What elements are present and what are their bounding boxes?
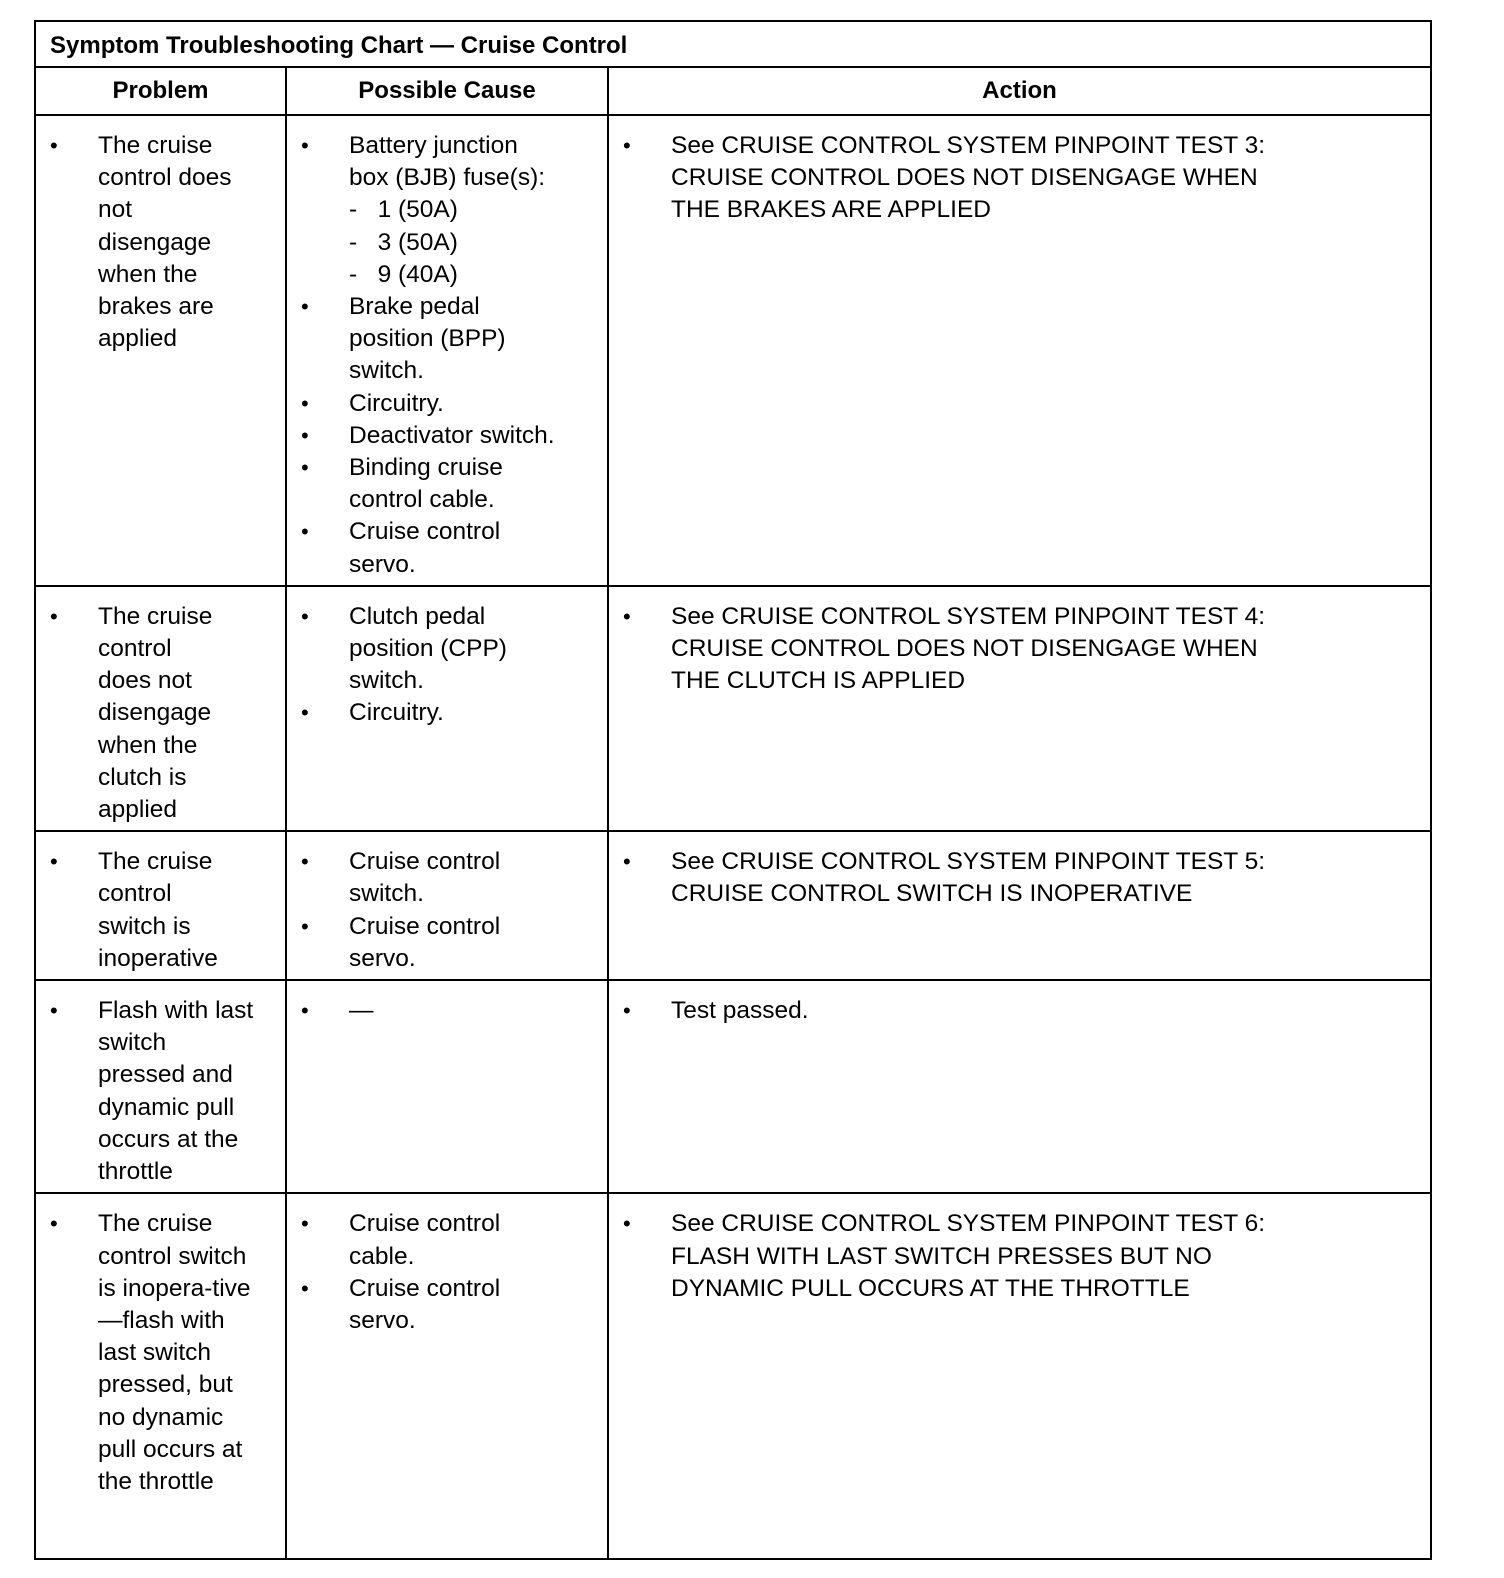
chart-title: Symptom Troubleshooting Chart — Cruise Control [35, 21, 1431, 67]
table-row [35, 115, 1431, 586]
cause-item: • Cruise control servo. [287, 911, 549, 975]
action-cell [608, 1193, 1431, 1559]
action-text: • Test passed. [609, 995, 1309, 1027]
header-possible-cause: Possible Cause [286, 67, 608, 115]
fuse-item: - 9 (40A) [349, 260, 458, 288]
cause-item: • Circuitry. [287, 697, 597, 729]
action-text: • See CRUISE CONTROL SYSTEM PINPOINT TEST 5: CRUISE CONTROL SWITCH IS INOPERATIVE [609, 846, 1309, 910]
cause-item: • Brake pedal position (BPP) switch. [287, 291, 539, 388]
action-cell [608, 115, 1431, 586]
action-cell [608, 980, 1431, 1193]
cause-cell [286, 831, 608, 980]
table-row [35, 831, 1431, 980]
problem-cell [35, 586, 286, 831]
action-cell [608, 831, 1431, 980]
action-cell [608, 586, 1431, 831]
problem-text: • Flash with last switch pressed and dynamic pull occurs at the throttle [36, 995, 256, 1188]
action-text: • See CRUISE CONTROL SYSTEM PINPOINT TEST 6: FLASH WITH LAST SWITCH PRESSES BUT NO DYNAMIC PULL OCCURS AT THE THROTTLE [609, 1208, 1309, 1305]
cause-item: • Binding cruise control cable. [287, 452, 549, 516]
problem-text: • The cruise control switch is inoperative [36, 846, 236, 975]
table-row [35, 586, 1431, 831]
problem-cell [35, 980, 286, 1193]
table-row [35, 1193, 1431, 1559]
cause-item: • Circuitry. [287, 388, 597, 420]
problem-cell [35, 1193, 286, 1559]
cause-item: • Clutch pedal position (CPP) switch. [287, 601, 539, 698]
action-text: • See CRUISE CONTROL SYSTEM PINPOINT TEST 3: CRUISE CONTROL DOES NOT DISENGAGE WHEN THE BRAKES ARE APPLIED [609, 130, 1309, 227]
problem-text: • The cruise control switch is inopera-tive—flash with last switch pressed, but no dynamic pull occurs at the throttle [36, 1208, 256, 1498]
cause-item: • Cruise control cable. [287, 1208, 549, 1272]
cause-cell [286, 980, 608, 1193]
cause-item: • Deactivator switch. [287, 420, 597, 452]
problem-text: • The cruise control does not disengage when the brakes are applied [36, 130, 236, 355]
header-problem: Problem [35, 67, 286, 115]
cause-item [287, 130, 559, 291]
header-action: Action [608, 67, 1431, 115]
troubleshooting-chart [34, 20, 1432, 1560]
problem-cell [35, 115, 286, 586]
cause-item: • Cruise control servo. [287, 1273, 549, 1337]
problem-cell [35, 831, 286, 980]
fuse-item: - 3 (50A) [349, 228, 458, 256]
fuse-item: - 1 (50A) [349, 196, 458, 224]
cause-cell [286, 115, 608, 586]
cause-cell [286, 586, 608, 831]
problem-text: • The cruise control does not disengage when the clutch is applied [36, 601, 226, 826]
table-row [35, 980, 1431, 1193]
cause-item: • — [287, 995, 597, 1027]
cause-item: • Cruise control servo. [287, 516, 549, 580]
cause-text: Battery junction box (BJB) fuse(s): [349, 132, 546, 192]
cause-item: • Cruise control switch. [287, 846, 549, 910]
action-text: • See CRUISE CONTROL SYSTEM PINPOINT TEST 4: CRUISE CONTROL DOES NOT DISENGAGE WHEN THE CLUTCH IS APPLIED [609, 601, 1309, 698]
cause-cell [286, 1193, 608, 1559]
